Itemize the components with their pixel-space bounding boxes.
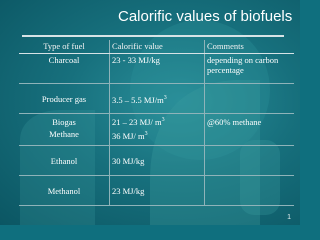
table-row	[19, 176, 294, 206]
value-cell: 36 MJ/ $m^3$	[110, 128, 205, 146]
comment-cell: @60% methane	[205, 114, 295, 128]
header-type-of-fuel: Type of fuel	[19, 40, 110, 54]
comment-cell	[205, 176, 295, 206]
comment-cell	[205, 128, 295, 146]
fuel-cell: Methanol	[19, 176, 110, 206]
comment-cell	[205, 84, 295, 114]
value-cell: 23 - 33 MJ/kg	[110, 54, 205, 84]
fuel-cell: Charcoal	[19, 54, 110, 84]
slide-title: Calorific values of biofuels	[118, 8, 293, 25]
title-underline	[22, 35, 284, 37]
fuel-cell: Producer gas	[19, 84, 110, 114]
table-row	[19, 128, 294, 146]
table-row	[19, 114, 294, 128]
value-cell: 30 MJ/kg	[110, 146, 205, 176]
fuel-cell: Methane	[19, 128, 110, 146]
superscript: 3	[163, 94, 167, 101]
table-row	[19, 84, 294, 114]
value-cell: 21 – 23 MJ/ $m^3$	[110, 114, 205, 128]
fuel-cell: Ethanol	[19, 146, 110, 176]
header-calorific-value: Calorific value	[110, 40, 205, 54]
comment-cell: depending on carbon percentage	[205, 54, 295, 84]
biofuel-table	[19, 40, 294, 206]
superscript: 3	[161, 117, 165, 123]
value-cell: 23 MJ/kg	[110, 176, 205, 206]
header-comments: Comments	[205, 40, 295, 54]
table-row	[19, 54, 294, 84]
table-row	[19, 146, 294, 176]
fuel-cell: Biogas	[52, 116, 76, 127]
value-cell: 3.5 – 5.5 $MJ/m^3$	[110, 84, 205, 114]
superscript: 3	[144, 130, 148, 137]
page-number: 1	[287, 214, 291, 221]
table-header-row	[19, 40, 294, 54]
comment-cell	[205, 146, 295, 176]
